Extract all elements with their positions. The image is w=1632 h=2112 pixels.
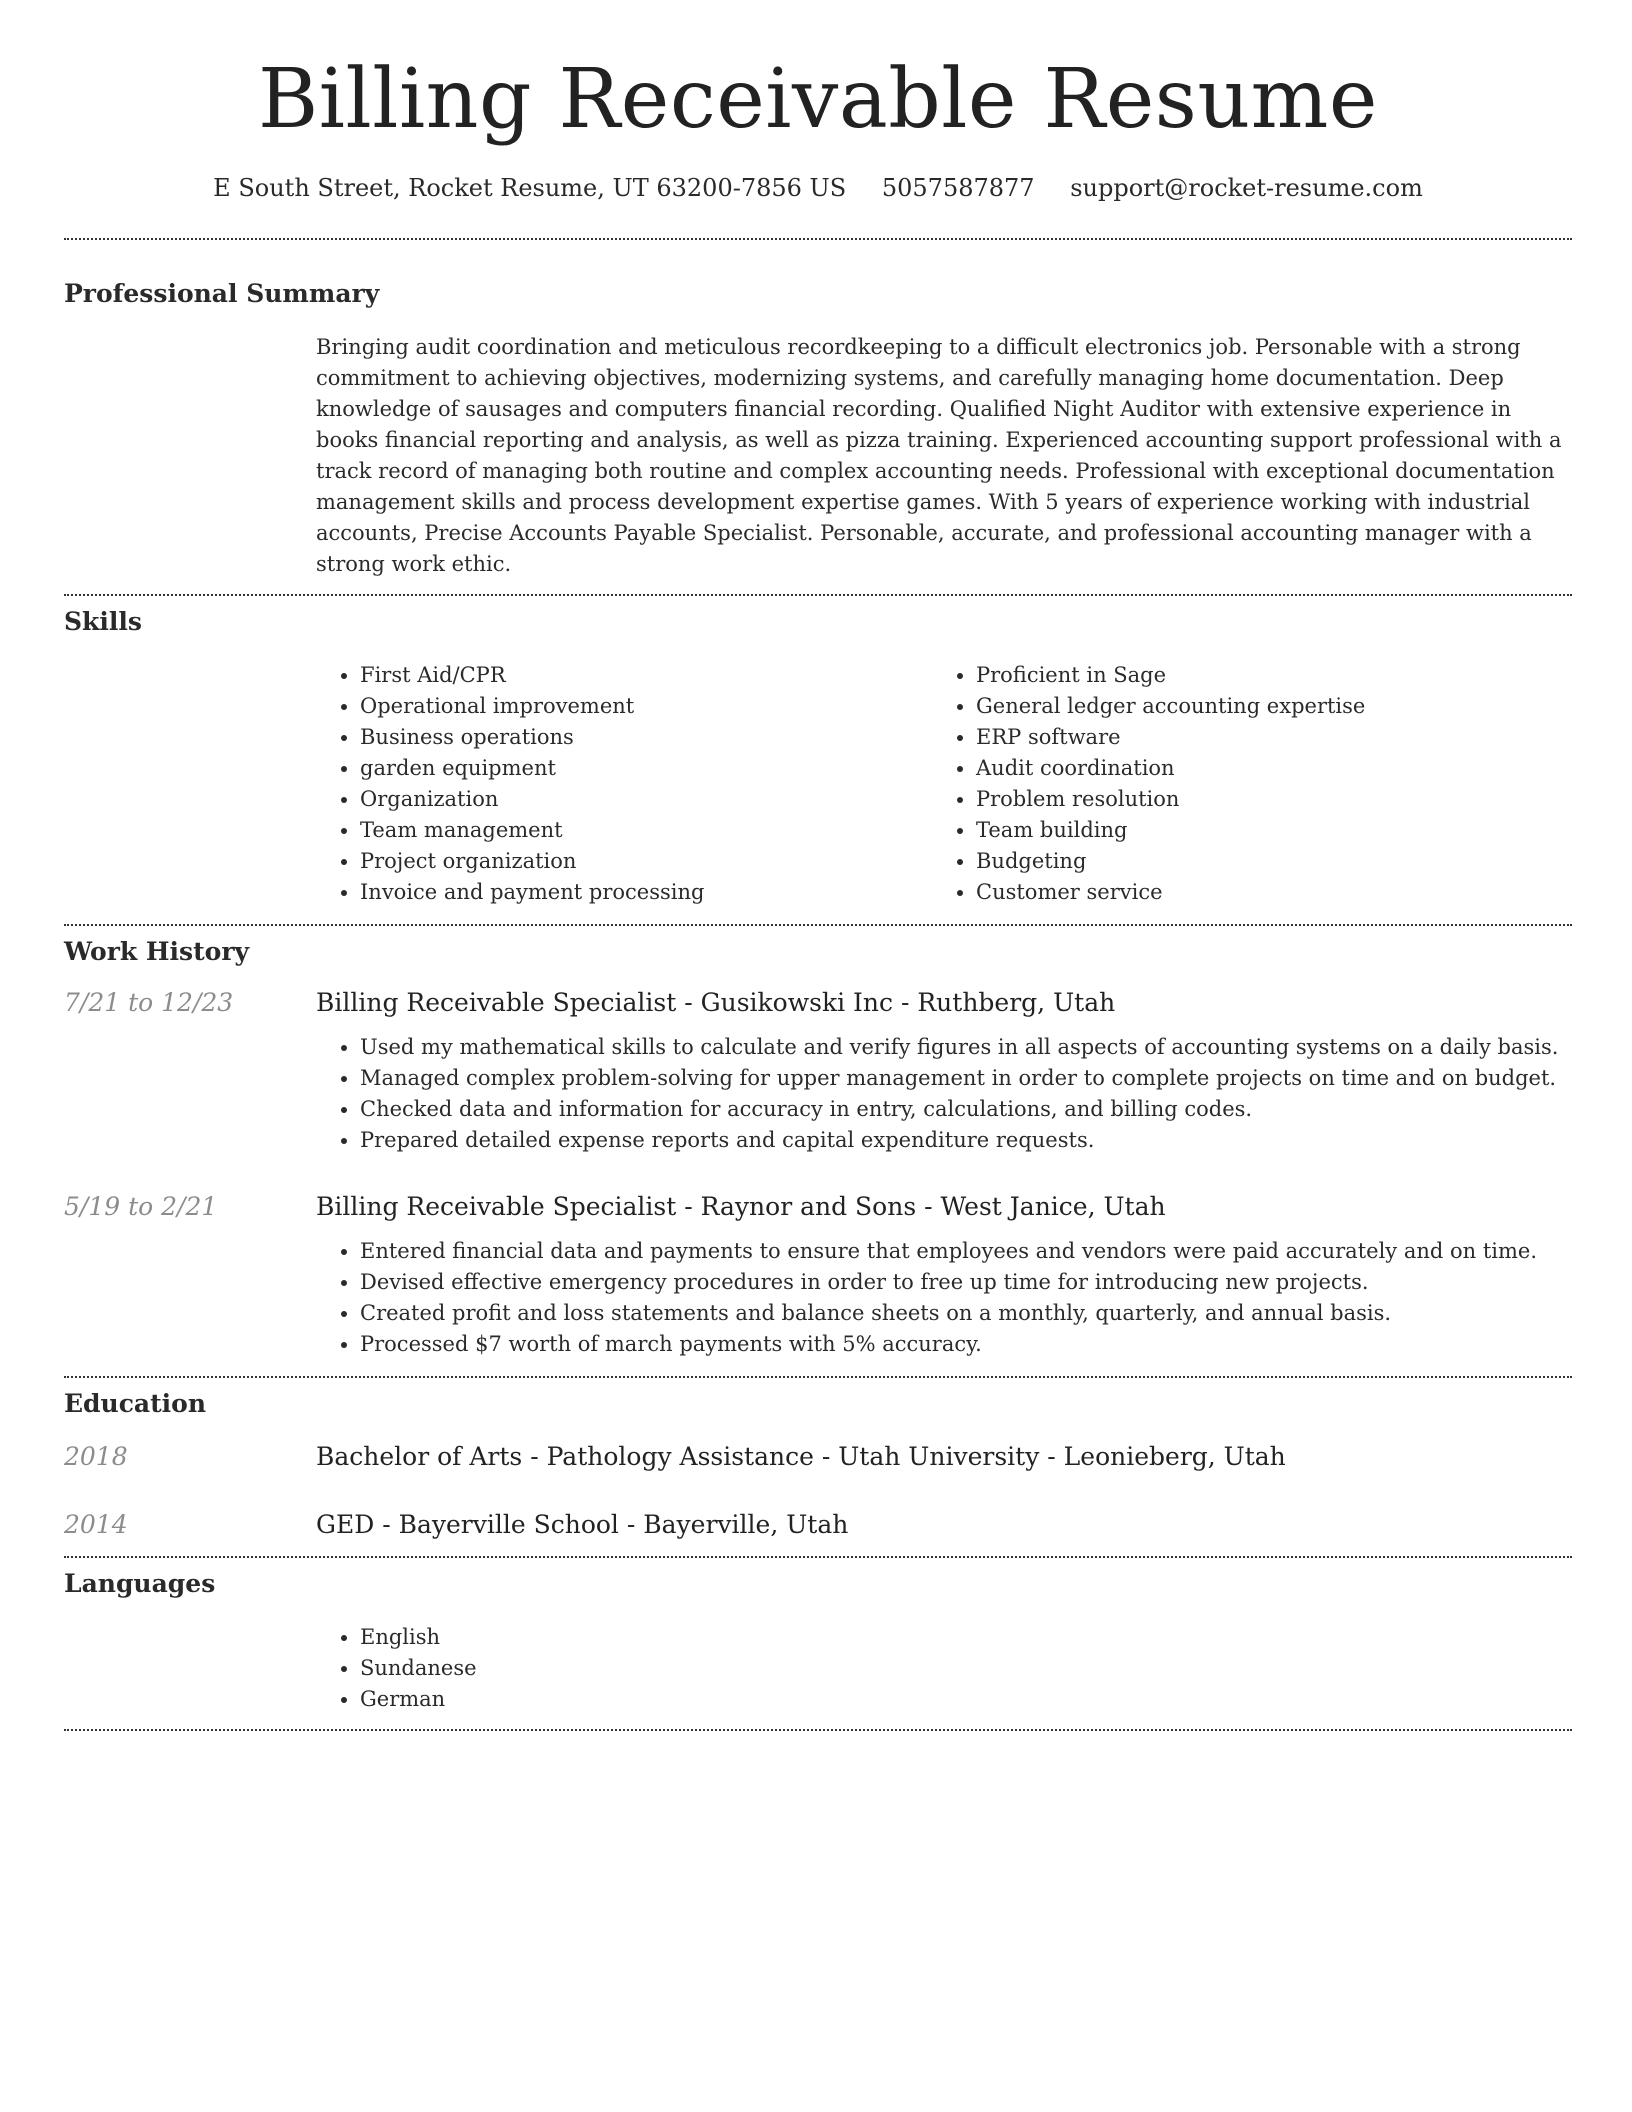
language-item: • English xyxy=(360,1622,1572,1653)
contact-phone: 5057587877 xyxy=(881,174,1035,202)
skill-item: • Team management xyxy=(360,815,932,846)
education-year: 2014 xyxy=(64,1510,128,1539)
skill-item: • ERP software xyxy=(976,722,1548,753)
job-heading: Billing Receivable Specialist - Raynor and Sons - West Janice, Utah xyxy=(316,1192,1166,1221)
contact-email: support@rocket-resume.com xyxy=(1070,174,1423,202)
resume-header xyxy=(64,0,1572,204)
job-dates: 5/19 to 2/21 xyxy=(64,1192,218,1221)
job-bullet: • Created profit and loss statements and balance sheets on a monthly, quarterly, and annual basis. xyxy=(360,1298,1572,1329)
education-entry xyxy=(64,1508,1572,1542)
languages-list xyxy=(316,1622,1572,1715)
job-bullet: • Prepared detailed expense reports and capital expenditure requests. xyxy=(360,1125,1572,1156)
resume-title: Billing Receivable Resume xyxy=(258,52,1378,147)
languages-heading: Languages xyxy=(64,1569,216,1598)
job-bullet: • Managed complex problem-solving for upper management in order to complete projects on time and on budget. xyxy=(360,1063,1572,1094)
skill-item: • Organization xyxy=(360,784,932,815)
skill-item: • General ledger accounting expertise xyxy=(976,691,1548,722)
contact-address: E South Street, Rocket Resume, UT 63200-7856 US xyxy=(213,174,847,202)
skills-section xyxy=(64,596,1572,924)
education-heading-text: GED - Bayerville School - Bayerville, Utah xyxy=(316,1510,849,1539)
skills-grid xyxy=(316,660,1572,908)
job-entry xyxy=(64,1190,1572,1360)
languages-section xyxy=(64,1558,1572,1729)
skill-item: • Operational improvement xyxy=(360,691,932,722)
skills-heading: Skills xyxy=(64,607,142,636)
job-bullet: • Used my mathematical skills to calculate and verify figures in all aspects of accounting systems on a daily basis. xyxy=(360,1032,1572,1063)
work-history-heading: Work History xyxy=(64,937,250,966)
education-heading-text: Bachelor of Arts - Pathology Assistance - Utah University - Leonieberg, Utah xyxy=(316,1442,1286,1471)
summary-text: Bringing audit coordination and meticulous recordkeeping to a difficult electronics job. Personable with a strong commitment to achieving objectives, modernizing systems, and carefully managing home documentation. Deep knowledge of sausages and computers financial recording. Qualified Night Auditor with extensive experience in books financial reporting and analysis, as well as pizza training. Experienced accounting support professional with a track record of managing both routine and complex accounting needs. Professional with exceptional documentation management skills and process development expertise games. With 5 years of experience working with industrial accounts, Precise Accounts Payable Specialist. Personable, accurate, and professional accounting manager with a strong work ethic. xyxy=(316,335,1562,576)
language-item: • Sundanese xyxy=(360,1653,1572,1684)
skill-item: • garden equipment xyxy=(360,753,932,784)
job-bullet: • Checked data and information for accuracy in entry, calculations, and billing codes. xyxy=(360,1094,1572,1125)
education-section xyxy=(64,1378,1572,1556)
job-bullets xyxy=(316,1236,1572,1360)
skill-item: • Team building xyxy=(976,815,1548,846)
language-item: • German xyxy=(360,1684,1572,1715)
job-bullets xyxy=(316,1032,1572,1156)
job-entry xyxy=(64,986,1572,1156)
summary-heading: Professional Summary xyxy=(64,279,380,308)
skill-item: • Problem resolution xyxy=(976,784,1548,815)
skill-item: • Project organization xyxy=(360,846,932,877)
summary-section xyxy=(64,240,1572,594)
contact-line xyxy=(64,172,1572,204)
section-divider xyxy=(64,1729,1572,1731)
job-bullet: • Devised effective emergency procedures in order to free up time for introducing new projects. xyxy=(360,1267,1572,1298)
skill-item: • First Aid/CPR xyxy=(360,660,932,691)
skill-item: • Business operations xyxy=(360,722,932,753)
skill-item: • Proficient in Sage xyxy=(976,660,1548,691)
skill-item: • Invoice and payment processing xyxy=(360,877,932,908)
skill-item: • Audit coordination xyxy=(976,753,1548,784)
education-entry xyxy=(64,1440,1572,1474)
education-year: 2018 xyxy=(64,1442,128,1471)
job-dates: 7/21 to 12/23 xyxy=(64,988,234,1017)
skill-item: • Budgeting xyxy=(976,846,1548,877)
job-bullet: • Entered financial data and payments to ensure that employees and vendors were paid accurately and on time. xyxy=(360,1236,1572,1267)
work-history-section xyxy=(64,926,1572,1376)
job-heading: Billing Receivable Specialist - Gusikowski Inc - Ruthberg, Utah xyxy=(316,988,1116,1017)
education-heading: Education xyxy=(64,1389,207,1418)
skills-list-right xyxy=(932,660,1548,908)
skills-list-left xyxy=(316,660,932,908)
resume-page xyxy=(64,0,1572,1731)
job-bullet: • Processed $7 worth of march payments with 5% accuracy. xyxy=(360,1329,1572,1360)
skill-item: • Customer service xyxy=(976,877,1548,908)
